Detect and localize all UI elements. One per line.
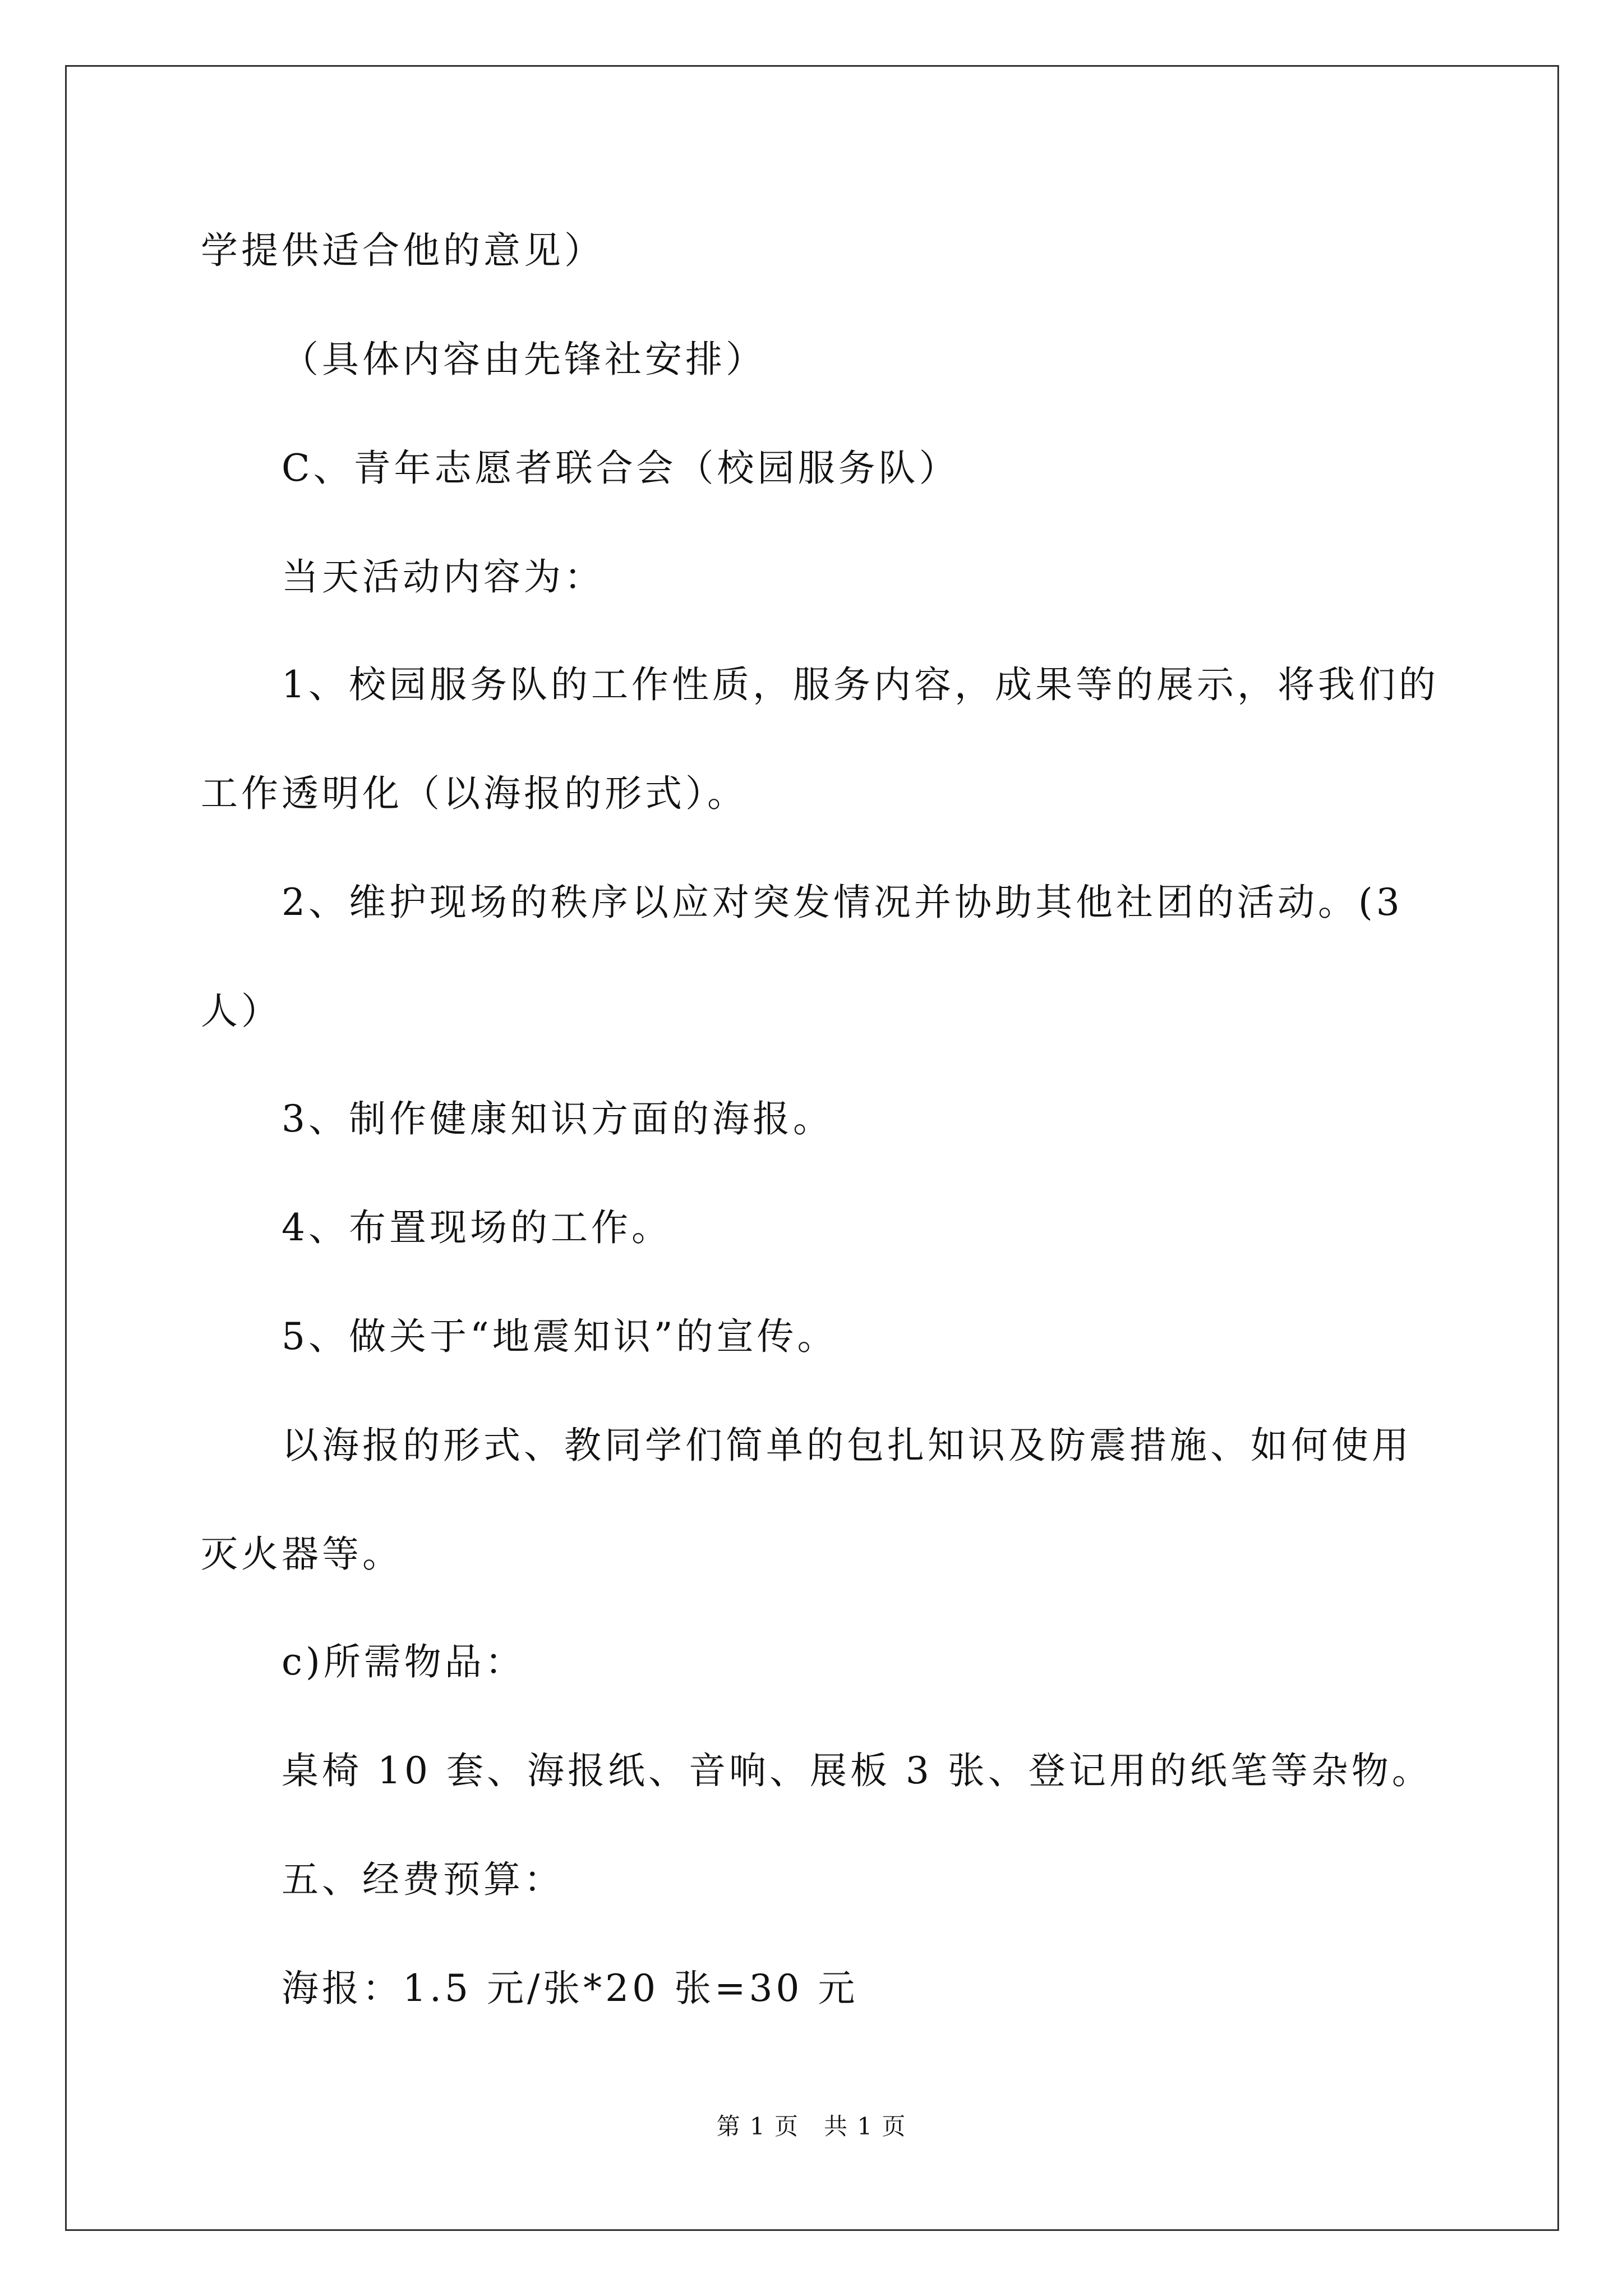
text-line: 桌椅 10 套、海报纸、音响、展板 3 张、登记用的纸笔等杂物。 bbox=[282, 1749, 1432, 1792]
text-line: 人） bbox=[201, 990, 282, 1033]
text-line: 2、维护现场的秩序以应对突发情况并协助其他社团的活动。(3 bbox=[282, 881, 1403, 924]
text-line: C、青年志愿者联合会（校园服务队） bbox=[282, 447, 960, 490]
text-line: 学提供适合他的意见） bbox=[201, 229, 605, 272]
text-line: 当天活动内容为： bbox=[282, 555, 605, 599]
text-line: 3、制作健康知识方面的海报。 bbox=[282, 1097, 833, 1140]
text-line: 4、布置现场的工作。 bbox=[282, 1206, 672, 1249]
page-frame bbox=[65, 65, 1559, 2231]
text-line: 海报：1.5 元/张*20 张=30 元 bbox=[282, 1967, 859, 2010]
text-line: 工作透明化（以海报的形式）。 bbox=[201, 772, 748, 815]
text-line: （具体内容由先锋社安排） bbox=[282, 338, 766, 381]
text-line: 以海报的形式、教同学们简单的包扎知识及防震措施、如何使用 bbox=[282, 1424, 1412, 1467]
text-line: c)所需物品： bbox=[282, 1640, 525, 1683]
text-line: 五、经费预算： bbox=[282, 1858, 564, 1901]
text-line: 1、校园服务队的工作性质，服务内容，成果等的展示，将我们的 bbox=[282, 663, 1439, 706]
text-line: 5、做关于“地震知识”的宣传。 bbox=[282, 1315, 838, 1358]
text-line: 灭火器等。 bbox=[201, 1533, 403, 1576]
page-number-footer: 第 1 页 共 1 页 bbox=[716, 2113, 907, 2140]
